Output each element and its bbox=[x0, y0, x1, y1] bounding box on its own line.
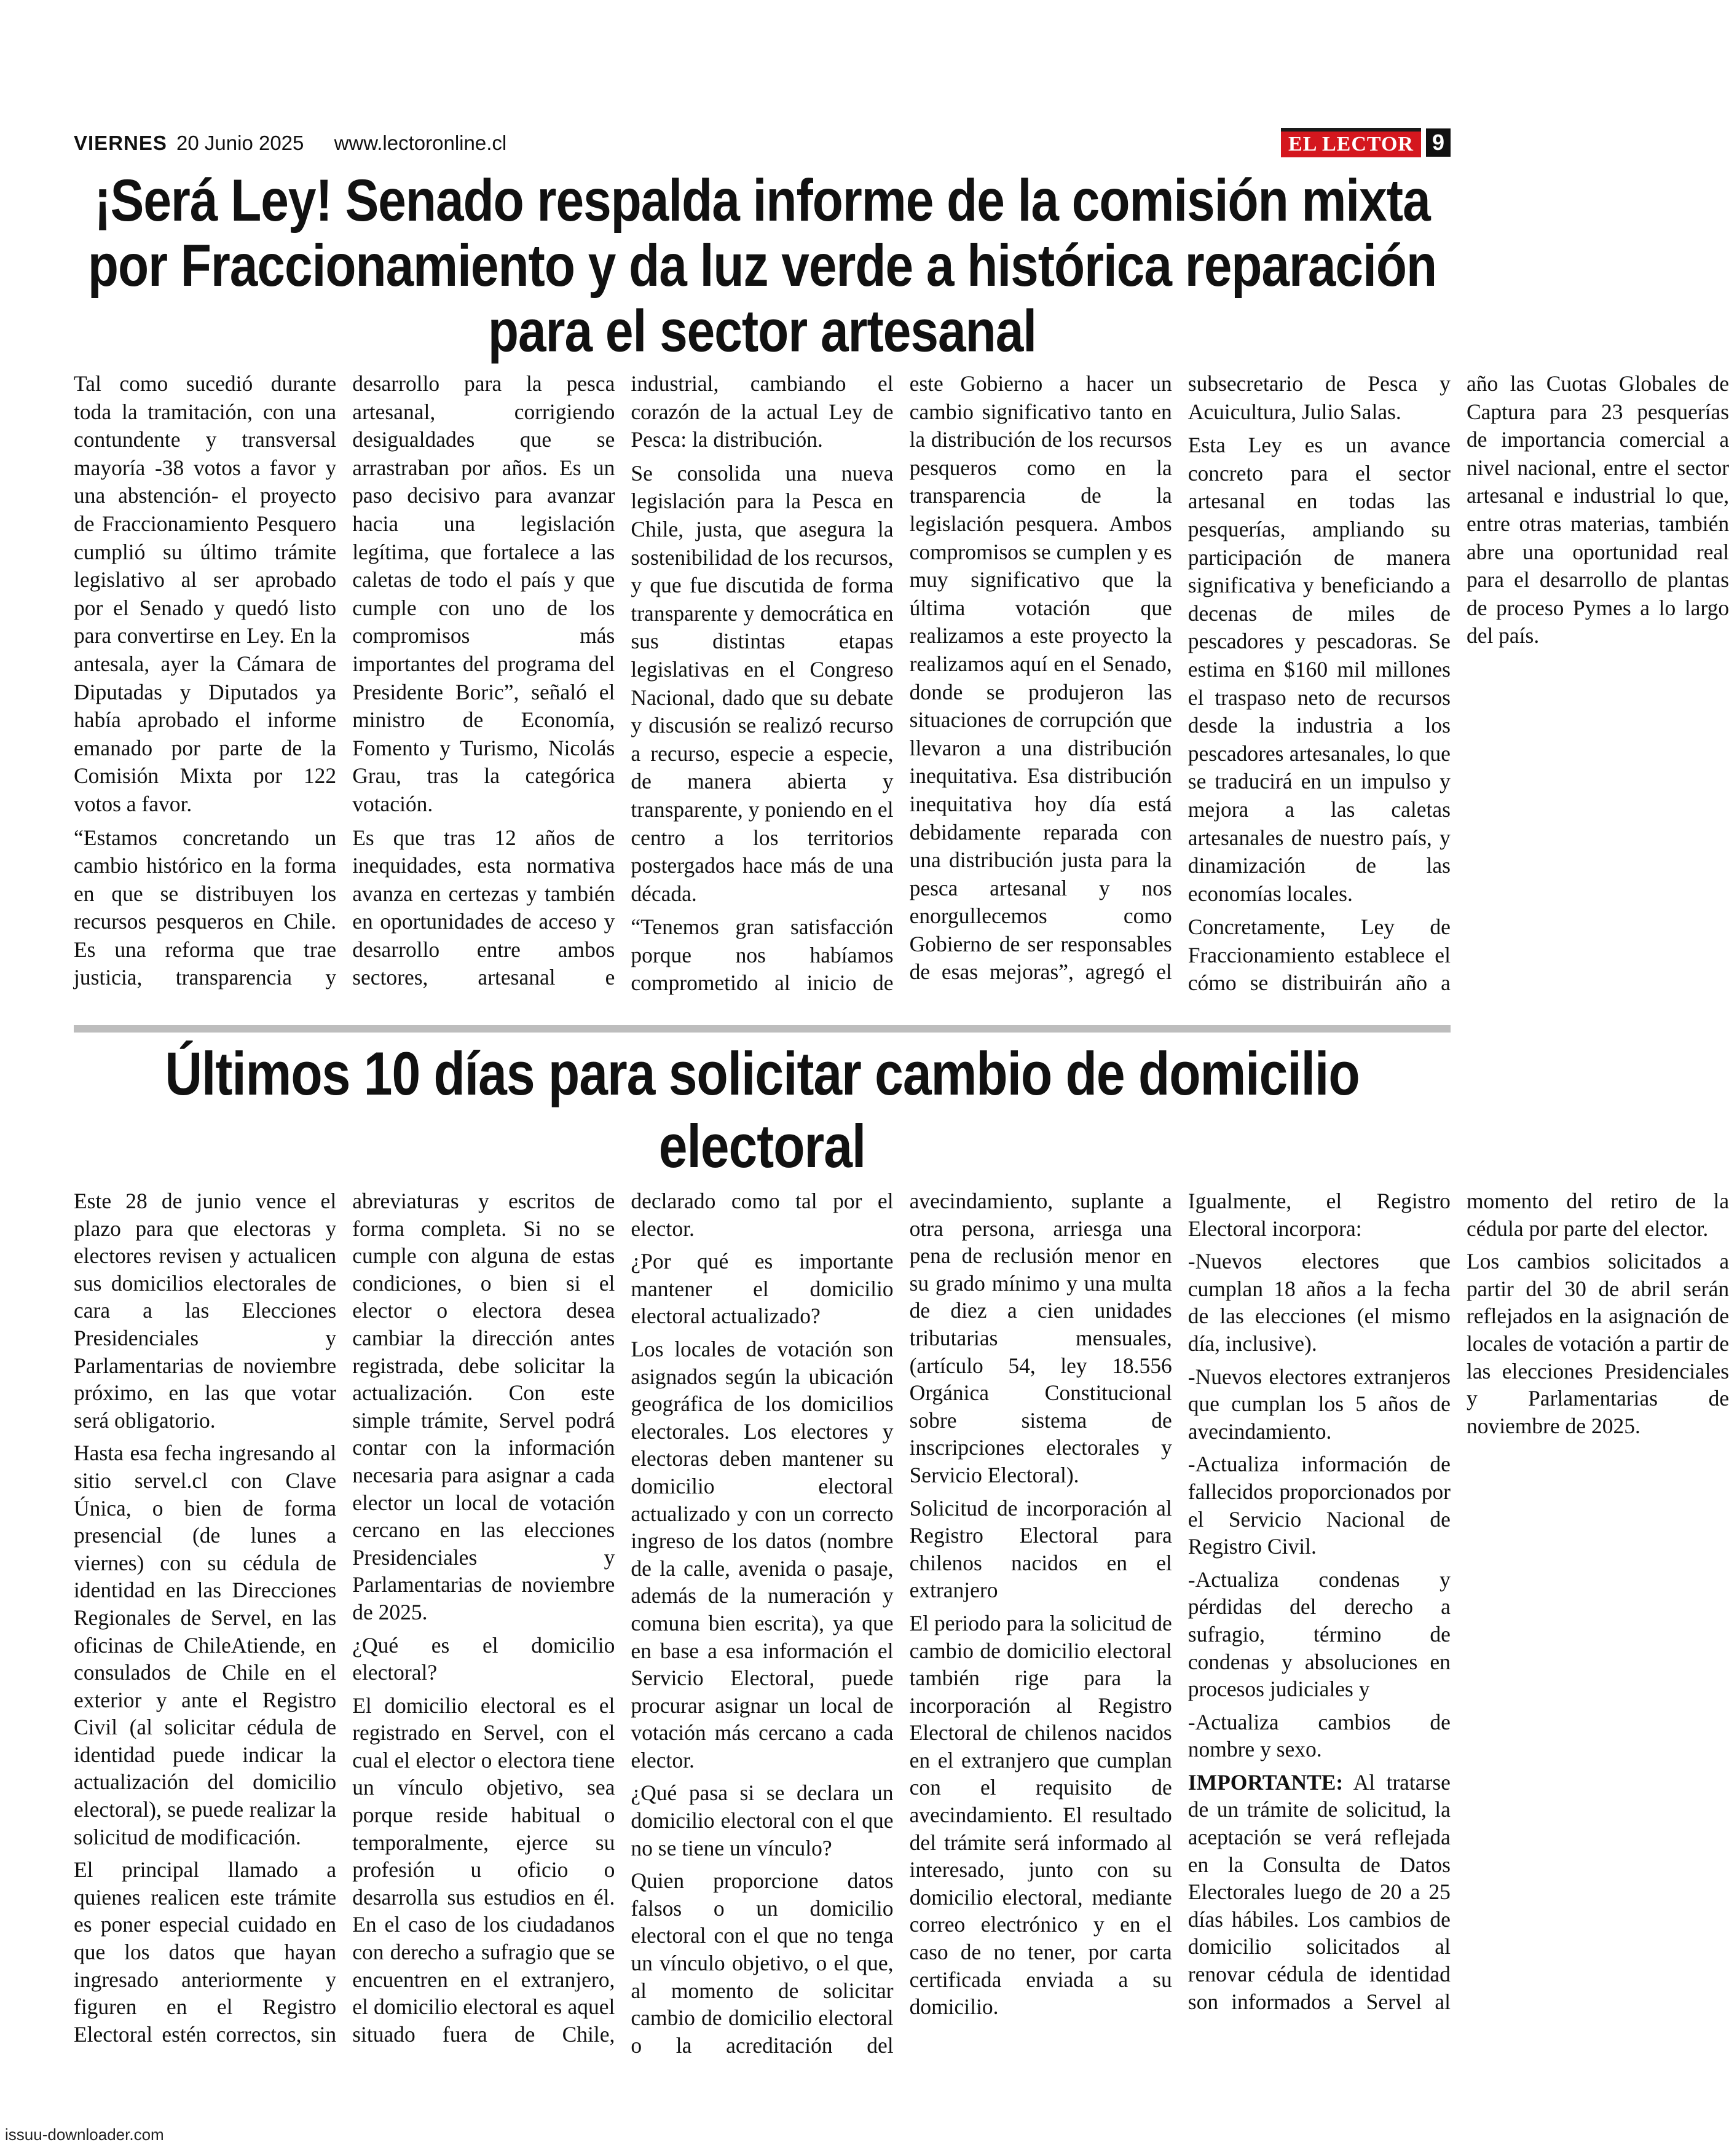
paragraph: ¿Por qué es importante mantener el domicilio electoral actualizado? bbox=[631, 1249, 894, 1329]
paragraph: -Actualiza cambios de nombre y sexo. bbox=[1187, 1709, 1451, 1762]
paragraph: -Nuevos electores que cumplan 18 años a la fecha de las elecciones (el mismo día, inclusive). bbox=[1187, 1249, 1451, 1356]
page-number: 9 bbox=[1426, 128, 1451, 157]
paragraph: -Actualiza información de fallecidos proporcionados por el Servicio Nacional de Registro Civil. bbox=[1187, 1452, 1451, 1559]
paragraph: “Estamos concretando un cambio histórico en la forma en que se distribuyen los recursos pesqueros en Chile. Es una reforma que trae justicia, transparencia y desarrollo para la pesca artesanal, corrigiendo desigualdades que se arrastraban por años. Es un paso decisivo para avanzar hacia una legislación legítima, que fortalece a las caletas de todo el país y que cumple con uno de los compromisos más importantes del programa del Presidente Boric”, señaló el ministro de Economía, Fomento y Turismo, Nicolás Grau, tras la categórica votación. bbox=[74, 371, 615, 990]
paragraph: -Actualiza condenas y pérdidas del derecho a sufragio, término de condenas y absoluciones en procesos judiciales y bbox=[1187, 1567, 1451, 1702]
paragraph: Hasta esa fecha ingresando al sitio servel.cl con Clave Única, o bien de forma presencial (de lunes a viernes) con su cédula de identidad en las Direcciones Regionales de Servel, en las oficinas de ChileAtiende, en consulados de Chile en el exterior y ante el Registro Civil (al solicitar cédula de identidad puede indicar la actualización del domicilio electoral), se puede realizar la solicitud de modificación. bbox=[74, 1441, 337, 1849]
header-date: 20 Junio 2025 bbox=[176, 132, 304, 154]
paragraph: Concretamente, Ley de Fraccionamiento establece el cómo se distribuirán año a año las Cuotas Globales de Captura para 23 pesquerías de importancia comercial a nivel nacional, entre el sector artesanal e industrial lo que, entre otras materias, también abre una oportunidad real para el desarrollo de plantas de proceso Pymes a lo largo del país. bbox=[1187, 371, 1729, 996]
logo-brand: EL LECTOR bbox=[1281, 128, 1421, 157]
section-divider bbox=[74, 1025, 1451, 1033]
article1-text-flow bbox=[74, 370, 1729, 1003]
paragraph: ¿Qué pasa si se declara un domicilio electoral con el que no se tiene un vínculo? bbox=[631, 1780, 894, 1860]
paragraph: Este 28 de junio vence el plazo para que electoras y electores revisen y actualicen sus domicilios electorales de cara a las Elecciones Presidenciales y Parlamentarias de noviembre próximo, en las que votar será obligatorio. bbox=[74, 1189, 337, 1433]
watermark: issuu-downloader.com bbox=[5, 2125, 164, 2144]
header-day: VIERNES bbox=[74, 132, 167, 154]
paragraph: ¿Qué es el domicilio electoral? bbox=[352, 1632, 615, 1685]
paragraph: El periodo para la solicitud de cambio de domicilio electoral también rige para la incorporación al Registro Electoral de chilenos nacidos en el extranjero que cumplan con el requisito de avecindamiento. El resultado del trámite será informado al interesado, junto con su domicilio electoral, mediante correo electrónico y en el caso de no tener, por carta certificada enviada a su domicilio. bbox=[909, 1610, 1172, 2020]
page-header bbox=[74, 132, 1451, 160]
article2-title: Últimos 10 días para solicitar cambio de domicilio electoral bbox=[165, 1039, 1360, 1181]
article1-title: ¡Será Ley! Senado respalda informe de la comisión mixta por Fraccionamiento y da luz verde a histórica reparación para el sector artesanal bbox=[87, 167, 1437, 364]
article2-text-flow bbox=[74, 1187, 1729, 2066]
paragraph: Solicitud de incorporación al Registro Electoral para chilenos nacidos en el extranjero bbox=[909, 1495, 1172, 1603]
paragraph: Es que tras 12 años de inequidades, esta normativa avanza en certezas y también en oportunidades de acceso y desarrollo entre ambos sectores, artesanal e industrial, cambiando el corazón de la actual Ley de Pesca: la distribución. bbox=[352, 371, 894, 990]
important-label: IMPORTANTE: bbox=[1187, 1769, 1344, 1795]
paragraph: -Nuevos electores extranjeros que cumplan los 5 años de avecindamiento. bbox=[1187, 1364, 1451, 1444]
paragraph: Quien proporcione datos falsos o un domicilio electoral con el que no tenga un vínculo objetivo, o el que, al momento de solicitar cambio de domicilio electoral o la acreditación del avecindamiento, suplante a otra persona, arriesga una pena de reclusión menor en su grado mínimo y una multa de diez a cien unidades tributarias mensuales, (artículo 54, ley 18.556 Orgánica Constitucional sobre sistema de inscripciones electorales y Servicio Electoral). bbox=[631, 1189, 1172, 2058]
paragraph: IMPORTANTE: Al tratarse de un trámite de solicitud, la aceptación se verá reflejada en la Consulta de Datos Electorales luego de 20 a 25 días hábiles. Los cambios de domicilio solicitados al renovar cédula de identidad son informados a Servel al momento del retiro de la cédula por parte del elector. bbox=[1187, 1189, 1729, 2014]
paragraph: Tal como sucedió durante toda la tramitación, con una contundente y transversal mayoría -38 votos a favor y una abstención- el proyecto de Fraccionamiento Pesquero cumplió su último trámite legislativo al ser aprobado por el Senado y quedó listo para convertirse en Ley. En la antesala, ayer la Cámara de Diputadas y Diputados ya había aprobado el informe emanado por parte de la Comisión Mixta por 122 votos a favor. bbox=[74, 371, 337, 816]
paragraph: “Tenemos gran satisfacción porque nos habíamos comprometido al inicio de este Gobierno a hacer un cambio significativo tanto en la distribución de los recursos pesqueros como en la transparencia de la legislación pesquera. Ambos compromisos se cumplen y es muy significativo que la última votación que realizamos a este proyecto la realizamos aquí en el Senado, donde se produjeron las situaciones de corrupción que llevaron a una distribución inequitativa. Esa distribución inequitativa hoy día está debidamente reparada con una distribución justa para la pesca artesanal y nos enorgullecemos como Gobierno de ser responsables de esas mejoras”, agregó el subsecretario de Pesca y Acuicultura, Julio Salas. bbox=[631, 371, 1451, 996]
paragraph: Se consolida una nueva legislación para la Pesca en Chile, justa, que asegura la sostenibilidad de los recursos, y que fue discutida de forma transparente y democrática en sus distintas etapas legislativas en el Congreso Nacional, dado que su debate y discusión se realizó recurso a recurso, especie a especie, de manera abierta y transparente, y poniendo en el centro a los territorios postergados hace más de una década. bbox=[631, 460, 894, 906]
paragraph: Los locales de votación son asignados según la ubicación geográfica de los domicilios electorales. Los electores y electoras deben mantener su domicilio electoral actualizado y con un correcto ingreso de los datos (nombre de la calle, avenida o pasaje, además de la numeración y comuna bien escrita), ya que en base a esa información el Servicio Electoral, puede procurar asignar un local de votación más cercano a cada elector. bbox=[631, 1336, 894, 1772]
paragraph: El domicilio electoral es el registrado en Servel, con el cual el elector o electora tiene un vínculo objetivo, sea porque reside habitual o temporalmente, ejerce su profesión u oficio o desarrolla sus estudios en él. En el caso de los ciudadanos con derecho a sufragio que se encuentren en el extranjero, el domicilio electoral es aquel situado fuera de Chile, declarado como tal por el elector. bbox=[352, 1189, 894, 2047]
header-url[interactable]: www.lectoronline.cl bbox=[334, 132, 507, 154]
paragraph: Esta Ley es un avance concreto para el sector artesanal en todas las pesquerías, ampliando su participación de manera significativa y beneficiando a decenas de miles de pescadores y pescadoras. Se estima en $160 mil millones el traspaso neto de recursos desde la industria a los pescadores artesanales, lo que se traducirá en un impulso y mejora a las caletas artesanales de nuestro país, y dinamización de las economías locales. bbox=[1187, 433, 1451, 906]
paragraph: Los cambios solicitados a partir del 30 de abril serán reflejados en la asignación de locales de votación a partir de las elecciones Presidenciales y Parlamentarias de noviembre de 2025. bbox=[1466, 1249, 1729, 1438]
paragraph: Igualmente, el Registro Electoral incorpora: bbox=[1187, 1189, 1451, 1241]
newspaper-logo bbox=[1281, 128, 1451, 157]
paragraph: El principal llamado a quienes realicen este trámite es poner especial cuidado en que los datos que hayan ingresado anteriormente y figuren en el Registro Electoral estén correctos, sin abreviaturas y escritos de forma completa. Si no se cumple con alguna de estas condiciones, o bien si el elector o electora desea cambiar la dirección antes registrada, debe solicitar la actualización. Con este simple trámite, Servel podrá contar con la información necesaria para asignar a cada elector un local de votación cercano en las elecciones Presidenciales y Parlamentarias de noviembre de 2025. bbox=[74, 1189, 615, 2047]
